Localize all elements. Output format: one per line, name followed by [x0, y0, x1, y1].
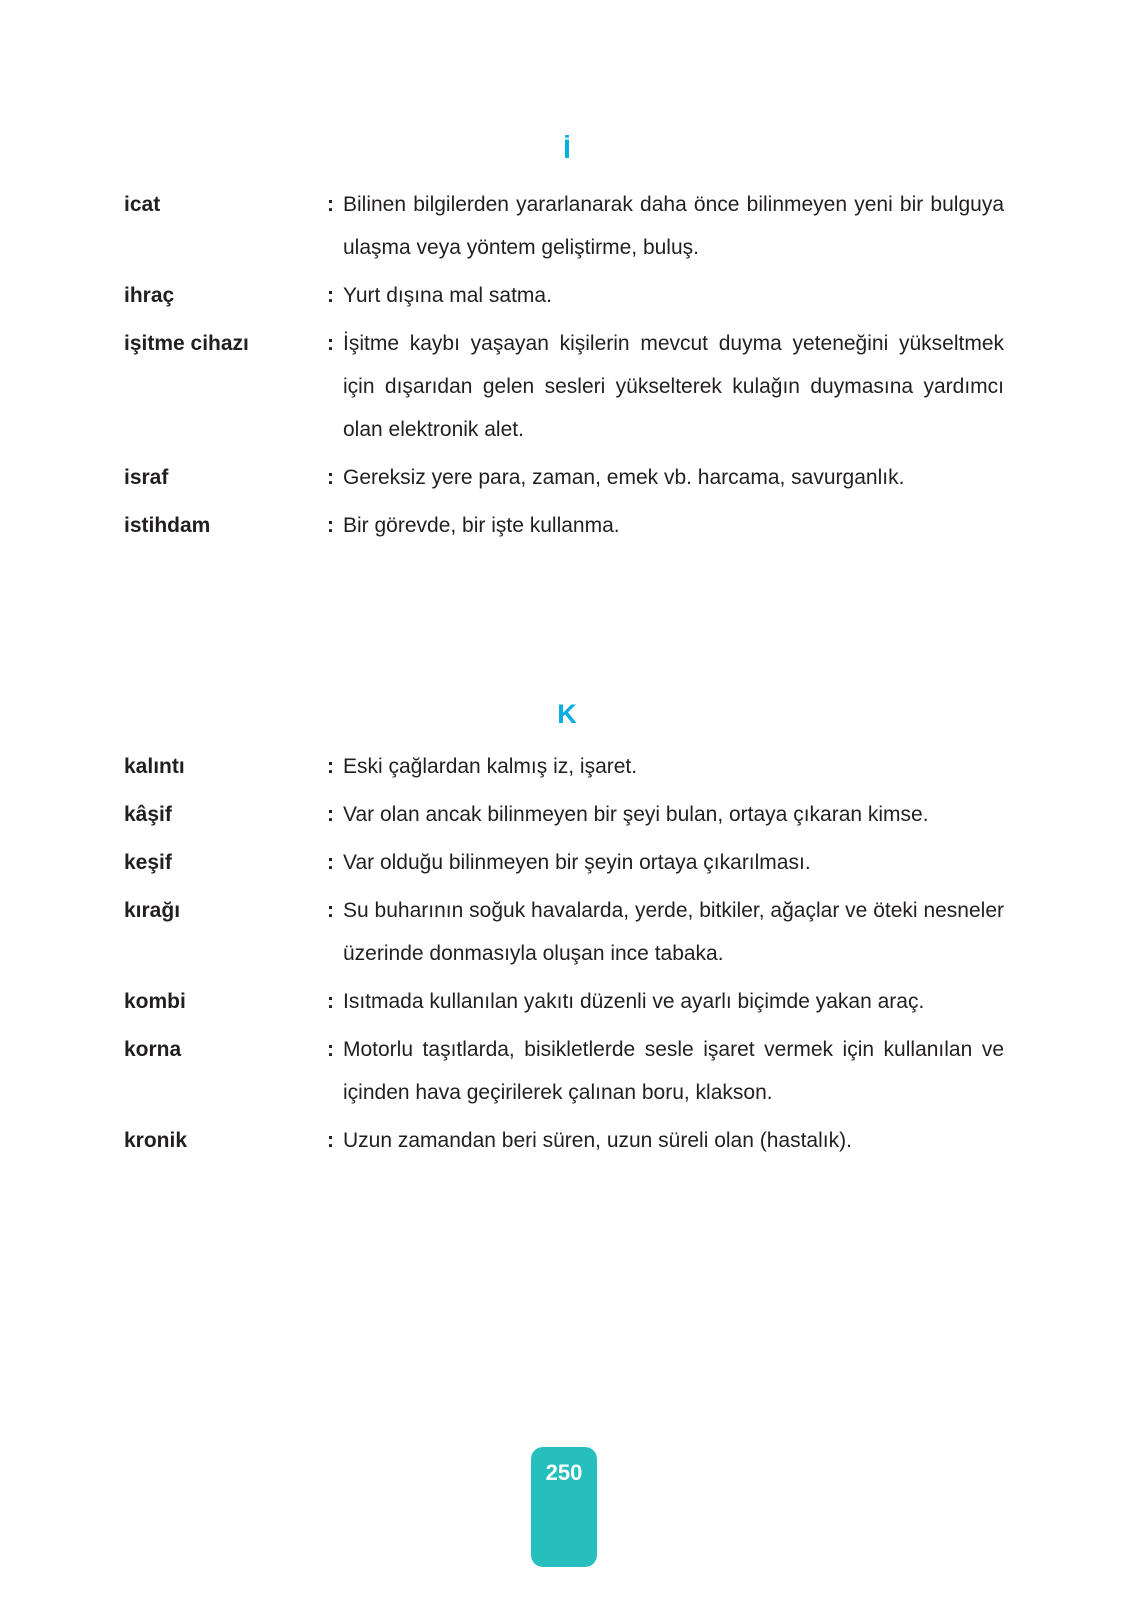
- page-number: 250: [545, 1460, 583, 1485]
- glossary-definition: Uzun zamandan beri süren, uzun süreli olan (hastalık).: [343, 1129, 852, 1152]
- colon: :: [327, 851, 334, 874]
- glossary-term: korna: [124, 1038, 182, 1061]
- glossary-entry: [124, 980, 1004, 1023]
- colon: :: [327, 1129, 334, 1152]
- glossary-definition: Yurt dışına mal satma.: [343, 284, 552, 307]
- glossary-entry: [124, 456, 1004, 499]
- glossary-term: kombi: [124, 990, 186, 1013]
- colon: :: [327, 803, 334, 826]
- glossary-term: icat: [124, 193, 161, 216]
- glossary-term: kalıntı: [124, 755, 185, 778]
- glossary-entry: [124, 183, 1004, 269]
- colon: :: [327, 332, 334, 355]
- section-letter-k: K: [557, 699, 577, 729]
- glossary-entry: [124, 322, 1004, 451]
- glossary-section-i: [124, 183, 1004, 552]
- colon: :: [327, 193, 334, 216]
- glossary-definition: Su buharının soğuk havalarda, yerde, bitkiler, ağaçlar ve öteki nesneler üzerinde donmasıyla oluşan ince tabaka.: [343, 899, 1004, 965]
- colon: :: [327, 1038, 334, 1061]
- glossary-term: kronik: [124, 1129, 188, 1152]
- colon: :: [327, 990, 334, 1013]
- glossary-term: keşif: [124, 851, 172, 874]
- glossary-definition: Motorlu taşıtlarda, bisikletlerde sesle işaret vermek için kullanılan ve içinden hava geçirilerek çalınan boru, klakson.: [343, 1038, 1004, 1104]
- glossary-definition: Eski çağlardan kalmış iz, işaret.: [343, 755, 638, 778]
- glossary-definition: Var olan ancak bilinmeyen bir şeyi bulan, ortaya çıkaran kimse.: [343, 803, 929, 826]
- glossary-entry: [124, 745, 1004, 788]
- glossary-entry: [124, 793, 1004, 836]
- colon: :: [327, 284, 334, 307]
- glossary-definition: Isıtmada kullanılan yakıtı düzenli ve ayarlı biçimde yakan araç.: [343, 990, 925, 1013]
- glossary-definition: Var olduğu bilinmeyen bir şeyin ortaya çıkarılması.: [343, 851, 811, 874]
- colon: :: [327, 899, 334, 922]
- glossary-term: ihraç: [124, 284, 175, 307]
- section-letter-i: İ: [563, 134, 571, 164]
- glossary-term: işitme cihazı: [124, 332, 249, 355]
- glossary-term: kâşif: [124, 803, 172, 826]
- page-number-tab: [531, 1447, 597, 1567]
- glossary-definition: Gereksiz yere para, zaman, emek vb. harcama, savurganlık.: [343, 466, 905, 489]
- glossary-entry: [124, 504, 1004, 547]
- colon: :: [327, 466, 334, 489]
- glossary-term: israf: [124, 466, 169, 489]
- colon: :: [327, 755, 334, 778]
- glossary-entry: [124, 1119, 1004, 1162]
- glossary-entry: [124, 889, 1004, 975]
- glossary-term: istihdam: [124, 514, 211, 537]
- glossary-entry: [124, 274, 1004, 317]
- glossary-section-k: [124, 745, 1004, 1167]
- colon: :: [327, 514, 334, 537]
- glossary-entry: [124, 841, 1004, 884]
- glossary-entry: [124, 1028, 1004, 1114]
- glossary-term: kırağı: [124, 899, 181, 922]
- glossary-definition: Bir görevde, bir işte kullanma.: [343, 514, 620, 537]
- glossary-definition: İşitme kaybı yaşayan kişilerin mevcut duyma yeteneğini yükseltmek için dışarıdan gelen sesleri yükselterek kulağın duymasına yardımcı olan elektronik alet.: [343, 332, 1004, 441]
- glossary-definition: Bilinen bilgilerden yararlanarak daha önce bilinmeyen yeni bir bulguya ulaşma veya yöntem geliştirme, buluş.: [343, 193, 1004, 259]
